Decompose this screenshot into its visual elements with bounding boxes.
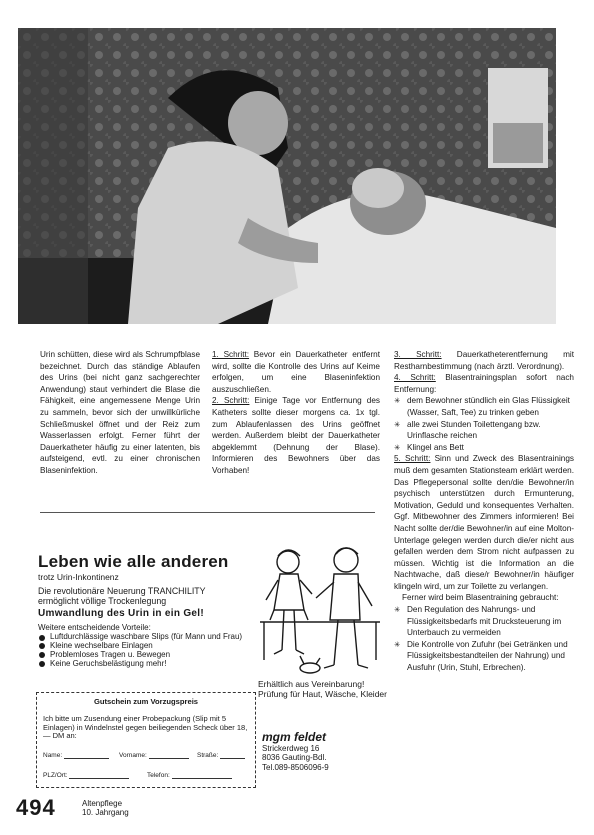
step-1 bbox=[212, 349, 380, 395]
step-3-text: Dauerkatheterentfernung mit Restharnbestimmung (nach ärztl. Verordnung). bbox=[394, 350, 574, 371]
magazine-line-2: 10. Jahrgang bbox=[82, 808, 129, 817]
list-item: Kleine wechselbare Einlagen bbox=[38, 642, 248, 651]
step-4 bbox=[394, 372, 574, 395]
phone-field[interactable] bbox=[147, 771, 232, 779]
step-4-label: 4. Schritt: bbox=[394, 373, 436, 383]
ad-subtitle: trotz Urin-Inkontinenz bbox=[38, 572, 119, 582]
step-3-label: 3. Schritt: bbox=[394, 350, 442, 359]
article-column-1 bbox=[40, 349, 200, 477]
list-item: Problemloses Tragen u. Bewegen bbox=[38, 651, 248, 660]
step-2-label: 2. Schritt: bbox=[212, 396, 250, 406]
step-1-text: Bevor ein Dauerkatheter entfernt wird, sollte die Kontrolle des Urins auf Keime erfolgen, um eine Blaseninfektion auszuschließen. bbox=[212, 350, 380, 394]
ad-line-1: Die revolutionäre Neuerung TRANCHILITY ermöglicht völlige Trockenlegung bbox=[38, 586, 206, 606]
advertisement bbox=[30, 540, 387, 790]
step-4-text: Blasentrainingsplan sofort nach Entfernung: bbox=[394, 373, 574, 394]
address-city: 8036 Gauting-Bdl. bbox=[262, 753, 327, 763]
ad-line-2: Umwandlung des Urin in ein Gel! bbox=[38, 608, 204, 619]
illustration-drawing bbox=[260, 540, 380, 680]
magazine-line-1: Altenpflege bbox=[82, 799, 123, 808]
firstname-field[interactable] bbox=[119, 751, 189, 759]
list-item: ✳ Die Kontrolle von Zufuhr (bei Getränken und Flüssigkeitsbestandteilen der Nahrung) und Ausfuhr (Urin, Stuhl, Erbrechen). bbox=[394, 639, 574, 674]
article-column-2 bbox=[212, 349, 380, 477]
photo-scene bbox=[18, 28, 556, 324]
step-2-text: Einige Tage vor Entfernung des Katheters sollte dieser morgens ca. 1x tgl. zum Ablaufenlassen des Urins geöffnet werden. Außerdem bleibt der Dauerkatheter abgeklemmt (Dehnung der Blase). Informieren des Bewohners über das Vorhaben! bbox=[212, 396, 380, 475]
firstname-label: Vorname: bbox=[119, 752, 147, 759]
zip-field[interactable] bbox=[43, 771, 129, 779]
brand-logo: mgm feldet bbox=[262, 730, 327, 744]
zip-label: PLZ/Ort: bbox=[43, 772, 68, 779]
street-field[interactable] bbox=[197, 751, 245, 759]
address-phone: Tel.089-8506096-9 bbox=[262, 762, 329, 772]
list-item: ✳ dem Bewohner stündlich ein Glas Flüssigkeit (Wasser, Saft, Tee) zu trinken geben bbox=[394, 395, 574, 418]
ad-feature-list bbox=[38, 633, 248, 669]
magazine-info bbox=[82, 799, 182, 817]
step-5-text: Sinn und Zweck des Blasentrainings muß dem gesamten Stationsteam erklärt werden. Das Pflegepersonal sollte den/die Bewohner/in psychisch unterstützen durch Ermunterung, Motivation, Geduld und konsequentes Verhalten. Ggf. Mitbewohner des Zimmers informieren! Bei Nacht sollte der/die Bewohner/in auf eine Molton-Unterlage gelegen werden durch die/er nicht aus gefallen werden dem Strom nicht aufpassen zu müssen. Wichtig ist die Information an die Nachtwache, daß diese/r Bewohner/in häufiger klingeln wird, um zur Toilette zu verlangen. bbox=[394, 454, 574, 591]
step-4-list bbox=[394, 395, 574, 453]
step-5-text2: Ferner wird beim Blasentraining gebraucht: bbox=[402, 593, 559, 603]
column1-text: Urin schütten, diese wird als Schrumpfblase bezeichnet. Durch das ständige Ablaufen des Urins (bei nicht ganz sachgerechter Anwendung) staut verhindert die Blase die Fähigkeit, eine angemessene Menge Urin zu sammeln, bevor sich der unwillkürliche Schließmuskel öffnet und der Reiz zum Wasserlassen erfolgt. Ferner führt der Dauerkatheter häufig zu einer latenten, bis aufsteigend, evtl. zu einer chronischen Blaseninfektion. bbox=[40, 350, 200, 475]
coupon-title: Gutschein zum Vorzugspreis bbox=[93, 697, 199, 706]
ad-title: Leben wie alle anderen bbox=[38, 552, 229, 571]
step-5-list bbox=[394, 604, 574, 674]
couple-illustration bbox=[260, 540, 380, 680]
page-number: 494 bbox=[16, 795, 56, 820]
list-item: Luftdurchlässige waschbare Slips (für Mann und Frau) bbox=[38, 633, 248, 642]
step-3 bbox=[394, 349, 574, 372]
name-label: Name: bbox=[43, 752, 63, 759]
step-5 bbox=[394, 453, 574, 592]
divider bbox=[40, 512, 375, 513]
list-item: ✳ Klingel ans Bett bbox=[394, 442, 574, 454]
street-label: Straße: bbox=[197, 752, 219, 759]
step-5-label: 5. Schritt: bbox=[394, 454, 431, 464]
step-1-label: 1. Schritt: bbox=[212, 350, 250, 359]
list-item: ✳ alle zwei Stunden Toilettengang bzw. Urinflasche reichen bbox=[394, 419, 574, 442]
coupon[interactable] bbox=[36, 692, 256, 788]
coupon-text: Ich bitte um Zusendung einer Probepackung (Slip mit 5 Einlagen) in Windelnstel gegen beiliegenden Scheck über 18,— DM an: bbox=[43, 714, 248, 740]
address-street: Strickerdweg 16 bbox=[262, 744, 320, 753]
step-2 bbox=[212, 395, 380, 476]
name-field[interactable] bbox=[43, 751, 109, 759]
nursing-care-photo bbox=[18, 28, 556, 324]
ad-line-3: Weitere entscheidende Vorteile: bbox=[38, 623, 151, 632]
list-item: ✳ Den Regulation des Nahrungs- und Flüssigkeitsbedarfs mit Drucksteuerung im Unterbauch zu vermeiden bbox=[394, 604, 574, 639]
ad-right-text: Erhältlich aus Vereinbarung! Prüfung für Haut, Wäsche, Kleider bbox=[258, 679, 387, 699]
address bbox=[262, 744, 329, 772]
phone-label: Telefon: bbox=[147, 772, 170, 779]
article-column-3 bbox=[394, 349, 574, 674]
list-item: Keine Geruchsbelästigung mehr! bbox=[38, 660, 248, 669]
